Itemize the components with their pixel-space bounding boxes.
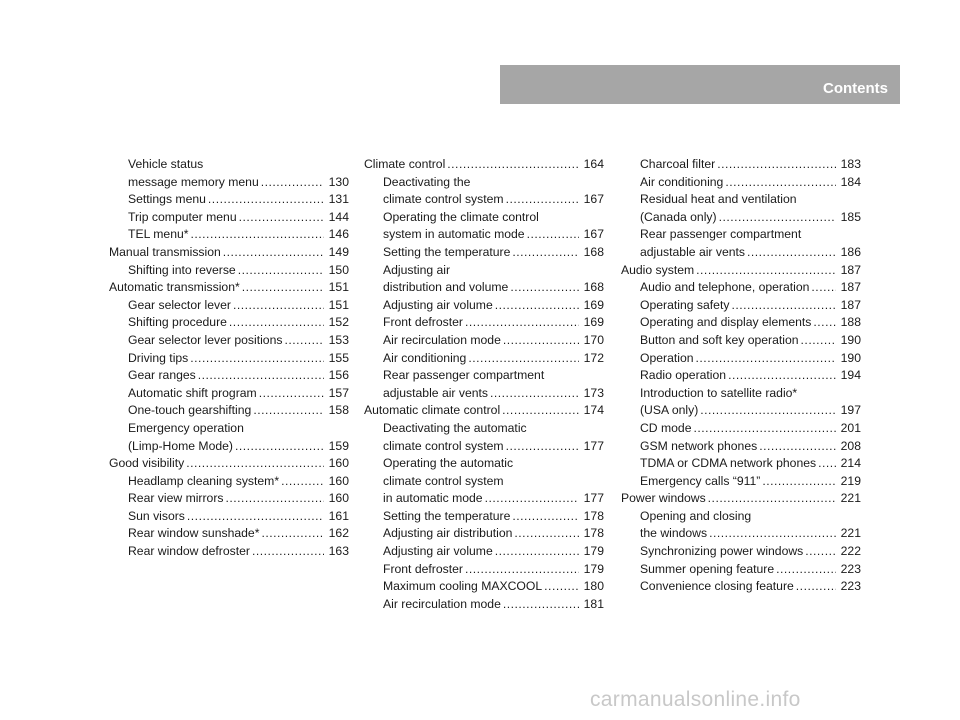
toc-entry[interactable] bbox=[364, 226, 604, 244]
toc-entry-label: Rear view mirrors bbox=[128, 491, 224, 506]
watermark: carmanualsonline.info bbox=[590, 688, 801, 711]
toc-leader-dots bbox=[223, 244, 324, 262]
toc-entry[interactable] bbox=[364, 455, 604, 473]
toc-leader-dots bbox=[512, 244, 579, 262]
toc-entry-label: Front defroster bbox=[383, 315, 463, 330]
toc-entry[interactable] bbox=[109, 402, 349, 420]
toc-entry[interactable] bbox=[364, 438, 604, 456]
toc-entry[interactable] bbox=[364, 508, 604, 526]
toc-entry[interactable] bbox=[109, 420, 349, 438]
toc-entry[interactable] bbox=[109, 209, 349, 227]
toc-leader-dots bbox=[465, 561, 579, 579]
toc-entry[interactable] bbox=[621, 279, 861, 297]
toc-entry-label: Rear passenger compartment bbox=[640, 227, 802, 242]
toc-entry[interactable] bbox=[109, 244, 349, 262]
toc-entry[interactable] bbox=[109, 332, 349, 350]
toc-leader-dots bbox=[229, 314, 324, 332]
toc-entry-label: in automatic mode bbox=[383, 491, 483, 506]
toc-entry[interactable] bbox=[109, 385, 349, 403]
toc-leader-dots bbox=[514, 525, 579, 543]
toc-entry[interactable] bbox=[364, 402, 604, 420]
toc-leader-dots bbox=[759, 438, 836, 456]
toc-page-number: 194 bbox=[840, 368, 861, 383]
toc-entry-label: Convenience closing feature bbox=[640, 579, 794, 594]
toc-entry-label: Setting the temperature bbox=[383, 508, 511, 523]
toc-page-number: 149 bbox=[328, 244, 349, 259]
toc-entry-label: Residual heat and ventilation bbox=[640, 192, 797, 207]
toc-entry[interactable] bbox=[621, 332, 861, 350]
toc-leader-dots bbox=[208, 191, 324, 209]
toc-page-number: 178 bbox=[583, 526, 604, 541]
toc-leader-dots bbox=[239, 209, 324, 227]
toc-leader-dots bbox=[731, 297, 836, 315]
toc-entry-label: climate control system bbox=[383, 473, 504, 488]
toc-entry-label: Adjusting air distribution bbox=[383, 526, 513, 541]
toc-page-number: 160 bbox=[328, 473, 349, 488]
toc-entry[interactable] bbox=[109, 174, 349, 192]
toc-page-number: 163 bbox=[328, 544, 349, 559]
toc-leader-dots bbox=[191, 226, 324, 244]
toc-leader-dots bbox=[495, 543, 579, 561]
toc-entry[interactable] bbox=[364, 490, 604, 508]
toc-leader-dots bbox=[776, 561, 836, 579]
toc-column-2 bbox=[364, 156, 604, 613]
toc-leader-dots bbox=[510, 279, 579, 297]
toc-leader-dots bbox=[700, 402, 836, 420]
toc-entry[interactable] bbox=[364, 350, 604, 368]
toc-page-number: 179 bbox=[583, 561, 604, 576]
toc-page-number: 144 bbox=[328, 209, 349, 224]
toc-page-number: 157 bbox=[328, 385, 349, 400]
toc-entry-label: Air conditioning bbox=[383, 350, 467, 365]
toc-page-number: 177 bbox=[583, 438, 604, 453]
toc-leader-dots bbox=[696, 350, 836, 368]
toc-entry-label: (Limp-Home Mode) bbox=[128, 438, 233, 453]
toc-entry-label: Rear window sunshade* bbox=[128, 526, 260, 541]
toc-entry-label: Charcoal filter bbox=[640, 157, 716, 171]
toc-entry-label: (Canada only) bbox=[640, 209, 717, 224]
toc-entry-label: Rear passenger compartment bbox=[383, 368, 545, 383]
toc-page-number: 221 bbox=[840, 491, 861, 506]
toc-entry[interactable] bbox=[621, 350, 861, 368]
toc-entry[interactable] bbox=[621, 191, 861, 209]
toc-leader-dots bbox=[696, 262, 836, 280]
toc-page-number: 153 bbox=[328, 332, 349, 347]
toc-page-number: 190 bbox=[840, 332, 861, 347]
toc-entry[interactable] bbox=[109, 156, 349, 174]
toc-entry[interactable] bbox=[364, 297, 604, 315]
toc-entry-label: Adjusting air volume bbox=[383, 544, 493, 559]
toc-leader-dots bbox=[238, 262, 324, 280]
toc-leader-dots bbox=[805, 543, 836, 561]
toc-leader-dots bbox=[225, 490, 324, 508]
toc-page-number: 223 bbox=[840, 561, 861, 576]
toc-entry-label: Gear ranges bbox=[128, 368, 196, 383]
toc-entry[interactable] bbox=[109, 191, 349, 209]
toc-leader-dots bbox=[261, 525, 324, 543]
toc-page-number: 185 bbox=[840, 209, 861, 224]
toc-page-number: 167 bbox=[583, 227, 604, 242]
toc-entry[interactable] bbox=[109, 279, 349, 297]
toc-entry-label: Radio operation bbox=[640, 368, 727, 383]
toc-entry[interactable] bbox=[621, 490, 861, 508]
toc-entry[interactable] bbox=[621, 209, 861, 227]
toc-entry-label: Emergency calls “911” bbox=[640, 473, 761, 488]
toc-entry-label: GSM network phones bbox=[640, 438, 758, 453]
toc-entry[interactable] bbox=[364, 385, 604, 403]
toc-page-number: 188 bbox=[840, 315, 861, 330]
toc-page-number: 152 bbox=[328, 315, 349, 330]
toc-leader-dots bbox=[693, 420, 836, 438]
toc-entry-label: climate control system bbox=[383, 192, 504, 207]
toc-page-number: 186 bbox=[840, 244, 861, 259]
toc-entry[interactable] bbox=[364, 578, 604, 596]
toc-page-number: 183 bbox=[840, 157, 861, 171]
toc-page-number: 173 bbox=[583, 385, 604, 400]
toc-leader-dots bbox=[796, 578, 836, 596]
toc-column-3 bbox=[621, 156, 861, 596]
toc-page-number: 150 bbox=[328, 262, 349, 277]
toc-page-number: 187 bbox=[840, 280, 861, 295]
toc-leader-dots bbox=[503, 332, 579, 350]
toc-entry-label: Summer opening feature bbox=[640, 561, 775, 576]
toc-page-number: 222 bbox=[840, 544, 861, 559]
toc-entry-label: CD mode bbox=[640, 420, 692, 435]
toc-leader-dots bbox=[468, 350, 579, 368]
toc-leader-dots bbox=[506, 191, 579, 209]
toc-page-number: 179 bbox=[583, 544, 604, 559]
toc-entry[interactable] bbox=[621, 402, 861, 420]
toc-entry-label: message memory menu bbox=[128, 174, 259, 189]
toc-entry-label: adjustable air vents bbox=[640, 244, 746, 259]
toc-entry[interactable] bbox=[109, 438, 349, 456]
toc-entry-label: Operating safety bbox=[640, 297, 730, 312]
toc-leader-dots bbox=[490, 385, 579, 403]
toc-page-number: 170 bbox=[583, 332, 604, 347]
toc-entry[interactable] bbox=[364, 244, 604, 262]
toc-entry[interactable] bbox=[364, 543, 604, 561]
toc-leader-dots bbox=[512, 508, 579, 526]
toc-leader-dots bbox=[747, 244, 836, 262]
toc-leader-dots bbox=[813, 314, 836, 332]
toc-page-number: 223 bbox=[840, 579, 861, 594]
toc-leader-dots bbox=[719, 209, 836, 227]
toc-entry[interactable] bbox=[621, 385, 861, 403]
toc-entry-label: Climate control bbox=[364, 157, 446, 171]
toc-page-number: 158 bbox=[328, 403, 349, 418]
toc-entry[interactable] bbox=[109, 455, 349, 473]
toc-entry-label: Front defroster bbox=[383, 561, 463, 576]
toc-leader-dots bbox=[503, 596, 579, 614]
toc-leader-dots bbox=[235, 438, 324, 456]
page-title: Contents bbox=[823, 80, 888, 97]
toc-entry-label: Audio and telephone, operation bbox=[640, 280, 810, 295]
toc-leader-dots bbox=[544, 578, 579, 596]
toc-leader-dots bbox=[709, 525, 836, 543]
toc-entry[interactable] bbox=[364, 191, 604, 209]
toc-entry[interactable] bbox=[109, 490, 349, 508]
toc-entry-label: Introduction to satellite radio* bbox=[640, 385, 798, 400]
toc-entry[interactable] bbox=[364, 174, 604, 192]
toc-entry-label: Setting the temperature bbox=[383, 244, 511, 259]
toc-entry-label: Air conditioning bbox=[640, 174, 724, 189]
toc-entry[interactable] bbox=[109, 226, 349, 244]
toc-page-number: 164 bbox=[583, 157, 604, 171]
toc-entry-label: Synchronizing power windows bbox=[640, 544, 804, 559]
toc-leader-dots bbox=[465, 314, 579, 332]
toc-page-number: 161 bbox=[328, 508, 349, 523]
toc-entry-label: Headlamp cleaning system* bbox=[128, 473, 280, 488]
toc-leader-dots bbox=[485, 490, 579, 508]
toc-entry[interactable] bbox=[621, 156, 861, 174]
toc-leader-dots bbox=[261, 174, 324, 192]
toc-page-number: 214 bbox=[840, 456, 861, 471]
toc-entry[interactable] bbox=[621, 473, 861, 491]
toc-page-number: 162 bbox=[328, 526, 349, 541]
toc-page-number: 156 bbox=[328, 368, 349, 383]
toc-entry-label: Power windows bbox=[621, 491, 706, 506]
toc-entry[interactable] bbox=[109, 525, 349, 543]
toc-entry-label: Gear selector lever positions bbox=[128, 332, 283, 347]
toc-leader-dots bbox=[252, 543, 324, 561]
toc-entry-label: Automatic transmission* bbox=[109, 280, 240, 295]
toc-leader-dots bbox=[728, 367, 836, 385]
toc-entry[interactable] bbox=[364, 420, 604, 438]
toc-entry-label: Manual transmission bbox=[109, 244, 221, 259]
toc-entry[interactable] bbox=[109, 508, 349, 526]
toc-page-number: 168 bbox=[583, 244, 604, 259]
toc-entry-label: Operating the climate control bbox=[383, 209, 539, 224]
toc-entry[interactable] bbox=[621, 525, 861, 543]
toc-entry[interactable] bbox=[621, 578, 861, 596]
toc-page-number: 159 bbox=[328, 438, 349, 453]
toc-page-number: 201 bbox=[840, 420, 861, 435]
toc-page-number: 177 bbox=[583, 491, 604, 506]
toc-entry-label: Automatic shift program bbox=[128, 385, 257, 400]
toc-page-number: 172 bbox=[583, 350, 604, 365]
toc-leader-dots bbox=[708, 490, 836, 508]
toc-entry-label: Gear selector lever bbox=[128, 297, 231, 312]
toc-page-number: 169 bbox=[583, 315, 604, 330]
toc-page-number: 197 bbox=[840, 403, 861, 418]
toc-entry-label: Emergency operation bbox=[128, 420, 244, 435]
toc-entry[interactable] bbox=[364, 561, 604, 579]
toc-leader-dots bbox=[762, 473, 836, 491]
toc-page-number: 184 bbox=[840, 174, 861, 189]
toc-entry[interactable] bbox=[621, 262, 861, 280]
toc-page-number: 155 bbox=[328, 350, 349, 365]
toc-entry[interactable] bbox=[621, 438, 861, 456]
toc-entry[interactable] bbox=[364, 314, 604, 332]
toc-leader-dots bbox=[233, 297, 324, 315]
toc-entry[interactable] bbox=[364, 367, 604, 385]
toc-entry-label: Rear window defroster bbox=[128, 544, 250, 559]
toc-entry-label: Audio system bbox=[621, 262, 695, 277]
toc-entry-label: the windows bbox=[640, 526, 708, 541]
toc-leader-dots bbox=[198, 367, 324, 385]
toc-entry[interactable] bbox=[109, 350, 349, 368]
toc-entry[interactable] bbox=[621, 420, 861, 438]
toc-entry[interactable] bbox=[621, 174, 861, 192]
toc-leader-dots bbox=[447, 156, 579, 174]
toc-entry-label: Adjusting air bbox=[383, 262, 451, 277]
toc-entry[interactable] bbox=[364, 525, 604, 543]
header-band bbox=[500, 65, 900, 104]
toc-page-number: 168 bbox=[583, 280, 604, 295]
toc-entry[interactable] bbox=[364, 209, 604, 227]
toc-entry[interactable] bbox=[109, 543, 349, 561]
toc-page-number: 180 bbox=[583, 579, 604, 594]
toc-page-number: 174 bbox=[583, 403, 604, 418]
toc-entry-label: Operating the automatic bbox=[383, 456, 514, 471]
toc-entry-label: Good visibility bbox=[109, 456, 185, 471]
toc-entry[interactable] bbox=[364, 156, 604, 174]
toc-leader-dots bbox=[502, 402, 579, 420]
toc-entry-label: TDMA or CDMA network phones bbox=[640, 456, 817, 471]
toc-entry-label: Opening and closing bbox=[640, 508, 752, 523]
toc-page-number: 151 bbox=[328, 280, 349, 295]
toc-leader-dots bbox=[725, 174, 836, 192]
toc-entry[interactable] bbox=[109, 262, 349, 280]
toc-leader-dots bbox=[527, 226, 579, 244]
toc-entry[interactable] bbox=[621, 297, 861, 315]
toc-entry[interactable] bbox=[621, 367, 861, 385]
toc-page-number: 130 bbox=[328, 174, 349, 189]
toc-entry-label: Automatic climate control bbox=[364, 403, 501, 418]
toc-leader-dots bbox=[259, 385, 324, 403]
toc-column-1 bbox=[109, 156, 349, 561]
toc-entry-label: Maximum cooling MAXCOOL bbox=[383, 579, 543, 594]
toc-page-number: 131 bbox=[328, 192, 349, 207]
toc-page-number: 208 bbox=[840, 438, 861, 453]
toc-page-number: 178 bbox=[583, 508, 604, 523]
toc-page-number: 221 bbox=[840, 526, 861, 541]
toc-entry[interactable] bbox=[109, 367, 349, 385]
toc-entry-label: Driving tips bbox=[128, 350, 189, 365]
toc-entry-label: Air recirculation mode bbox=[383, 596, 501, 611]
toc-entry[interactable] bbox=[621, 508, 861, 526]
toc-entry[interactable] bbox=[621, 244, 861, 262]
toc-entry-label: Adjusting air volume bbox=[383, 297, 493, 312]
toc-page-number: 167 bbox=[583, 192, 604, 207]
toc-entry[interactable] bbox=[364, 473, 604, 491]
toc-entry-label: (USA only) bbox=[640, 403, 699, 418]
toc-entry-label: Air recirculation mode bbox=[383, 332, 501, 347]
toc-page-number: 160 bbox=[328, 491, 349, 506]
toc-entry-label: system in automatic mode bbox=[383, 227, 525, 242]
toc-entry-label: Sun visors bbox=[128, 508, 185, 523]
toc-entry-label: Deactivating the automatic bbox=[383, 420, 527, 435]
toc-leader-dots bbox=[495, 297, 579, 315]
toc-entry[interactable] bbox=[364, 262, 604, 280]
toc-page-number: 219 bbox=[840, 473, 861, 488]
toc-entry[interactable] bbox=[109, 473, 349, 491]
toc-entry-label: Shifting procedure bbox=[128, 315, 227, 330]
toc-page-number: 187 bbox=[840, 297, 861, 312]
toc-entry[interactable] bbox=[621, 314, 861, 332]
toc-entry-label: Button and soft key operation bbox=[640, 332, 799, 347]
toc-page-number: 169 bbox=[583, 297, 604, 312]
toc-entry[interactable] bbox=[109, 314, 349, 332]
toc-leader-dots bbox=[253, 402, 324, 420]
toc-leader-dots bbox=[717, 156, 836, 174]
toc-page-number: 181 bbox=[583, 596, 604, 611]
toc-page-number: 160 bbox=[328, 456, 349, 471]
toc-entry[interactable] bbox=[621, 543, 861, 561]
toc-leader-dots bbox=[190, 350, 324, 368]
toc-leader-dots bbox=[242, 279, 324, 297]
toc-entry-label: adjustable air vents bbox=[383, 385, 489, 400]
toc-entry-label: Operating and display elements bbox=[640, 315, 812, 330]
toc-entry-label: distribution and volume bbox=[383, 280, 509, 295]
toc-entry-label: Trip computer menu bbox=[128, 209, 237, 224]
toc-entry[interactable] bbox=[364, 596, 604, 614]
toc-entry-label: Operation bbox=[640, 350, 694, 365]
toc-leader-dots bbox=[818, 455, 836, 473]
toc-page-number: 151 bbox=[328, 297, 349, 312]
toc-page-number: 146 bbox=[328, 227, 349, 242]
toc-entry-label: Deactivating the bbox=[383, 174, 471, 189]
toc-entry-label: TEL menu* bbox=[128, 227, 189, 242]
toc-entry[interactable] bbox=[621, 561, 861, 579]
toc-entry-label: Vehicle status bbox=[128, 157, 204, 171]
toc-entry-label: Settings menu bbox=[128, 192, 206, 207]
toc-leader-dots bbox=[284, 332, 324, 350]
toc-leader-dots bbox=[811, 279, 836, 297]
toc-entry-label: climate control system bbox=[383, 438, 504, 453]
toc-entry[interactable] bbox=[621, 455, 861, 473]
toc-entry-label: Shifting into reverse bbox=[128, 262, 236, 277]
toc-page-number: 187 bbox=[840, 262, 861, 277]
toc-entry[interactable] bbox=[621, 226, 861, 244]
toc-entry[interactable] bbox=[364, 279, 604, 297]
toc-entry[interactable] bbox=[364, 332, 604, 350]
toc-leader-dots bbox=[187, 508, 324, 526]
toc-leader-dots bbox=[281, 473, 324, 491]
toc-leader-dots bbox=[506, 438, 579, 456]
toc-leader-dots bbox=[186, 455, 324, 473]
toc-entry[interactable] bbox=[109, 297, 349, 315]
toc-entry-label: One-touch gearshifting bbox=[128, 403, 252, 418]
toc-leader-dots bbox=[801, 332, 836, 350]
toc-page-number: 190 bbox=[840, 350, 861, 365]
